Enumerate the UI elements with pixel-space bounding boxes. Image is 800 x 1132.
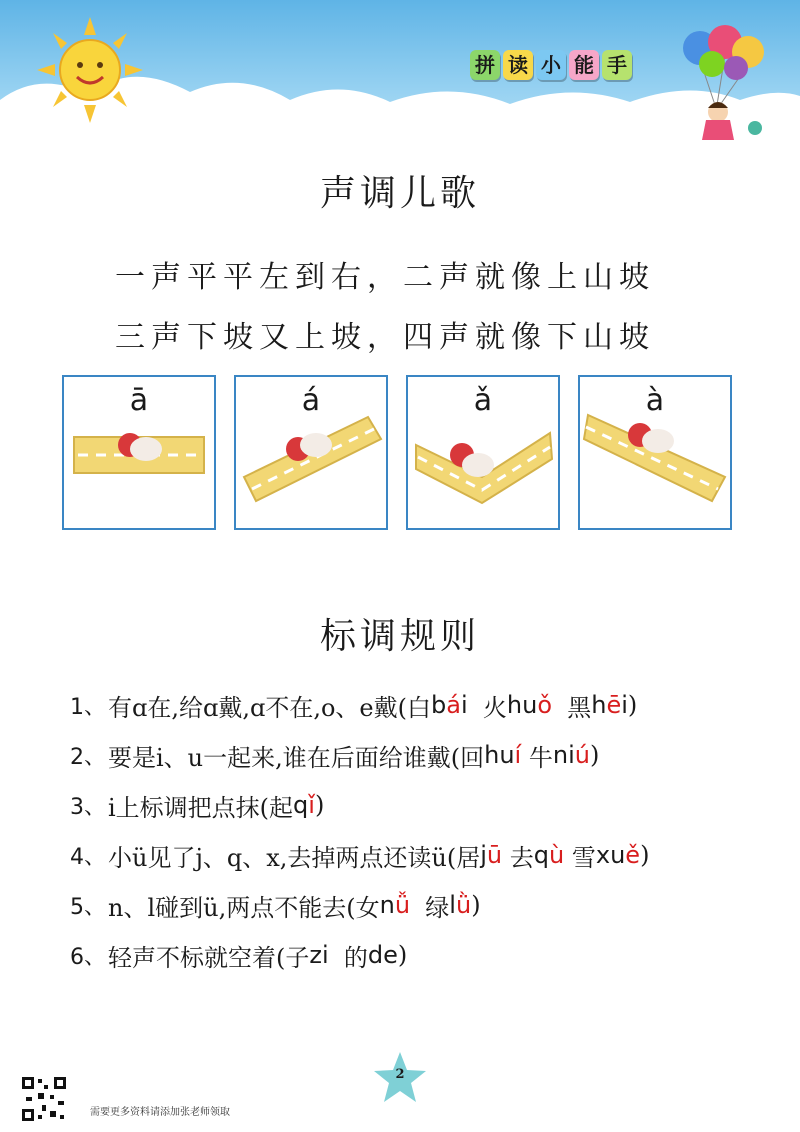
rule-text: ) [589,741,600,769]
rule-item [70,730,790,780]
rule-item [70,780,790,830]
rule-item [70,680,790,730]
badge-title [470,50,635,80]
pinyin-text: i [621,691,628,719]
rule-text: 雪 [564,843,596,872]
pinyin-text: b [431,691,447,719]
tone-panel-dip [406,375,560,530]
rule-text: 轻声不标就空着(子 [108,943,310,972]
tone-mark-vowel: ǐ [308,791,315,819]
pinyin-text: xu [595,841,626,869]
sun-icon [35,15,145,125]
rising-road-icon [236,377,386,528]
rule-item [70,930,790,980]
tone-mark-vowel: ǚ [394,891,411,919]
pinyin-text: i [460,691,468,719]
tone-mark-vowel: ě [625,841,641,869]
pinyin-text: de [367,941,398,969]
pinyin-text: h [591,691,607,719]
pinyin-text: hu [484,741,515,769]
tone-mark: ā [129,383,149,418]
badge-char: 拼 [470,50,500,80]
rule-text: ) [397,941,408,969]
tone-panel-rising [234,375,388,530]
tone-mark: á [301,383,321,418]
tone-panel-flat [62,375,216,530]
rule-number: 4、 [70,844,106,870]
dip-road-icon [408,377,558,528]
tone-mark-vowel: ē [606,691,622,719]
pinyin-text: q [293,791,309,819]
tone-mark-vowel: í [514,741,522,769]
tone-mark-vowel: ú [574,741,590,769]
rule-text: 有ɑ在,给ɑ戴,ɑ不在,o、e戴(白 [108,693,431,722]
rule-item [70,830,790,880]
rule-text: 黑 [552,693,592,722]
tone-mark: à [645,383,665,418]
flat-road-icon [64,377,214,528]
rule-text: ) [627,691,638,719]
rule-text: 火 [467,693,507,722]
pinyin-text: j [480,841,487,869]
pinyin-text: n [379,891,395,919]
rule-number: 6、 [70,944,106,970]
tone-mark: ǎ [473,383,493,418]
pinyin-text: hu [506,691,538,719]
badge-char: 手 [602,50,632,80]
badge-char: 读 [503,50,533,80]
balloon-girl-icon [670,20,780,145]
rules-list [70,680,790,980]
footnote: 需要更多资料请添加张老师领取 [90,1107,230,1118]
header-banner [0,0,800,150]
rule-text: i上标调把点抹(起 [108,793,294,822]
rule-number: 1、 [70,694,106,720]
rule-item [70,880,790,930]
tone-mark-vowel: ū [486,841,503,869]
tone-mark-vowel: ù [549,841,565,869]
rule-text: ) [471,891,481,919]
tone-mark-vowel: ǒ [537,691,552,719]
rule-text: 绿 [410,893,450,922]
rules-title: 标调规则 [319,616,480,657]
rule-text: 小ü见了j、q、x,去掉两点还读ü(居 [108,843,481,872]
badge-char: 小 [536,50,566,80]
page-number: 2 [395,1067,405,1082]
rule-number: 5、 [70,894,106,920]
tone-mark-vowel: á [446,691,461,719]
rule-text: ) [314,791,325,819]
tone-panel-falling [578,375,732,530]
badge-char: 能 [569,50,599,80]
pinyin-text: zi [309,941,329,969]
rule-text: 去 [502,843,534,872]
rule-text: n、l碰到ü,两点不能去(女 [108,893,380,922]
falling-road-icon [580,377,730,528]
pinyin-text: q [533,841,550,869]
rule-text: ) [640,841,650,869]
rule-number: 2、 [70,744,106,770]
qr-code-icon [20,1075,68,1123]
song-line: 三声下坡又上坡，四声就像下山坡 [115,320,655,355]
tone-mark-vowel: ǜ [455,891,472,919]
song-title: 声调儿歌 [319,173,480,214]
pinyin-text: l [449,891,456,919]
song-line: 一声平平左到右，二声就像上山坡 [115,260,655,295]
rule-text: 牛 [521,743,553,772]
rule-number: 3、 [70,794,106,820]
rule-text: 要是i、u一起来,谁在后面给谁戴(回 [108,743,485,772]
rule-text: 的 [328,943,368,972]
pinyin-text: ni [552,741,575,769]
